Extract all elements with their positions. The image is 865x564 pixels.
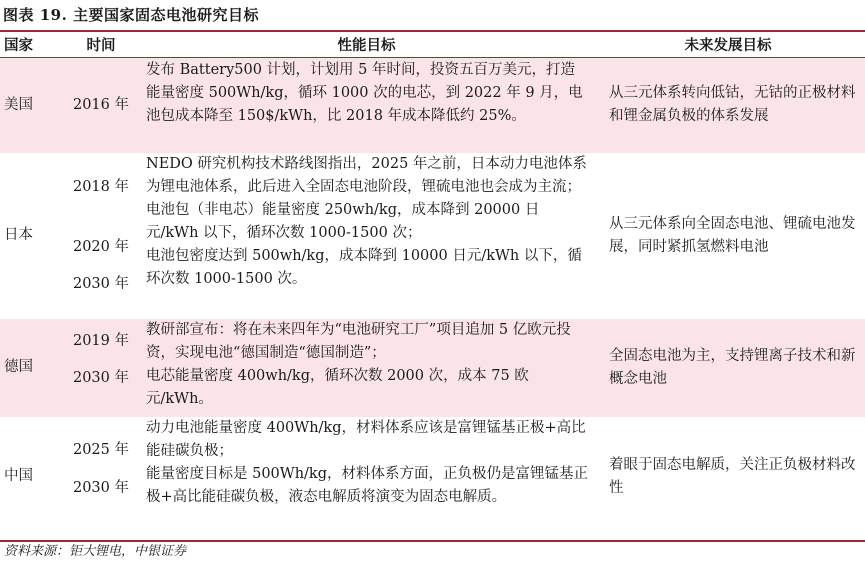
goal-cell bbox=[142, 417, 591, 537]
year-label: 2030 年 bbox=[72, 369, 129, 386]
year-cell bbox=[60, 417, 142, 537]
goal-paragraph: 动力电池能量密度 400Wh/kg，材料体系应该是富锂锰基正极+高比能硅碳负极； bbox=[146, 419, 586, 459]
goal-cell bbox=[142, 153, 591, 319]
table-header-row bbox=[0, 32, 865, 58]
header-country: 国家 bbox=[0, 32, 60, 58]
year-label: 2025 年 bbox=[72, 441, 129, 458]
year-cell bbox=[60, 58, 142, 153]
goal-paragraph: 电池包（非电芯）能量密度 250wh/kg，成本降到 20000 日元/kWh 以下，循环次数 1000-1500 次； bbox=[146, 201, 540, 241]
year-label: 2030 年 bbox=[72, 479, 129, 496]
goals-table bbox=[0, 32, 865, 537]
country-cell: 美国 bbox=[0, 58, 60, 153]
year-label: 2020 年 bbox=[72, 238, 129, 255]
header-goal: 性能目标 bbox=[142, 32, 591, 58]
table-row-germany bbox=[0, 319, 865, 417]
year-label: 2016 年 bbox=[72, 96, 129, 113]
goal-paragraph: 电芯能量密度 400wh/kg，循环次数 2000 次，成本 75 欧元/kWh。 bbox=[146, 367, 529, 407]
header-time: 时间 bbox=[60, 32, 142, 58]
table-row-japan bbox=[0, 153, 865, 319]
goal-paragraph: 教研部宣布：将在未来四年为“电池研究工厂”项目追加 5 亿欧元投资，实现电池“德国制造“德国制造”； bbox=[146, 321, 571, 361]
source-note: 资料来源：钜大锂电，中银证券 bbox=[4, 544, 187, 559]
future-cell: 从三元体系向全固态电池、锂硫电池发展，同时紧抓氢燃料电池 bbox=[609, 215, 856, 255]
year-label: 2019 年 bbox=[72, 332, 129, 349]
goal-cell: 发布 Battery500 计划，计划用 5 年时间，投资五百万美元，打造能量密度 500Wh/kg，循环 1000 次的电芯，到 2022 年 9 月，电池包成本降至 150$/kWh，比 2018 年成本降低约 25%。 bbox=[142, 58, 591, 153]
year-label: 2030 年 bbox=[72, 275, 129, 292]
future-cell: 全固态电池为主，支持锂离子技术和新概念电池 bbox=[591, 319, 865, 417]
year-cell bbox=[60, 319, 142, 417]
future-cell: 着眼于固态电解质，关注正负极材料改性 bbox=[609, 456, 856, 496]
country-cell: 日本 bbox=[4, 227, 33, 243]
goal-paragraph: 电池包密度达到 500wh/kg，成本降到 10000 日元/kWh 以下，循环次数 1000-1500 次。 bbox=[146, 247, 582, 287]
goal-cell bbox=[142, 319, 591, 417]
goal-paragraph: NEDO 研究机构技术路线图指出，2025 年之前，日本动力电池体系为锂电池体系，此后进入全固态电池阶段，锂硫电池也会成为主流； bbox=[146, 155, 587, 195]
year-label: 2018 年 bbox=[72, 178, 129, 195]
table-row-usa bbox=[0, 58, 865, 153]
country-cell: 中国 bbox=[4, 468, 33, 484]
future-cell: 从三元体系转向低钴，无钴的正极材料和锂金属负极的体系发展 bbox=[591, 58, 865, 153]
table-bottom-rule bbox=[0, 540, 865, 542]
goal-paragraph: 能量密度目标是 500Wh/kg，材料体系方面，正负极仍是富锂锰基正极+高比能硅碳负极，液态电解质将演变为固态电解质。 bbox=[146, 465, 588, 505]
year-cell bbox=[60, 153, 142, 319]
country-cell: 德国 bbox=[0, 319, 60, 417]
table-row-china bbox=[0, 417, 865, 537]
header-future: 未来发展目标 bbox=[591, 32, 865, 58]
figure-title: 图表 19. 主要国家固态电池研究目标 bbox=[3, 6, 260, 24]
